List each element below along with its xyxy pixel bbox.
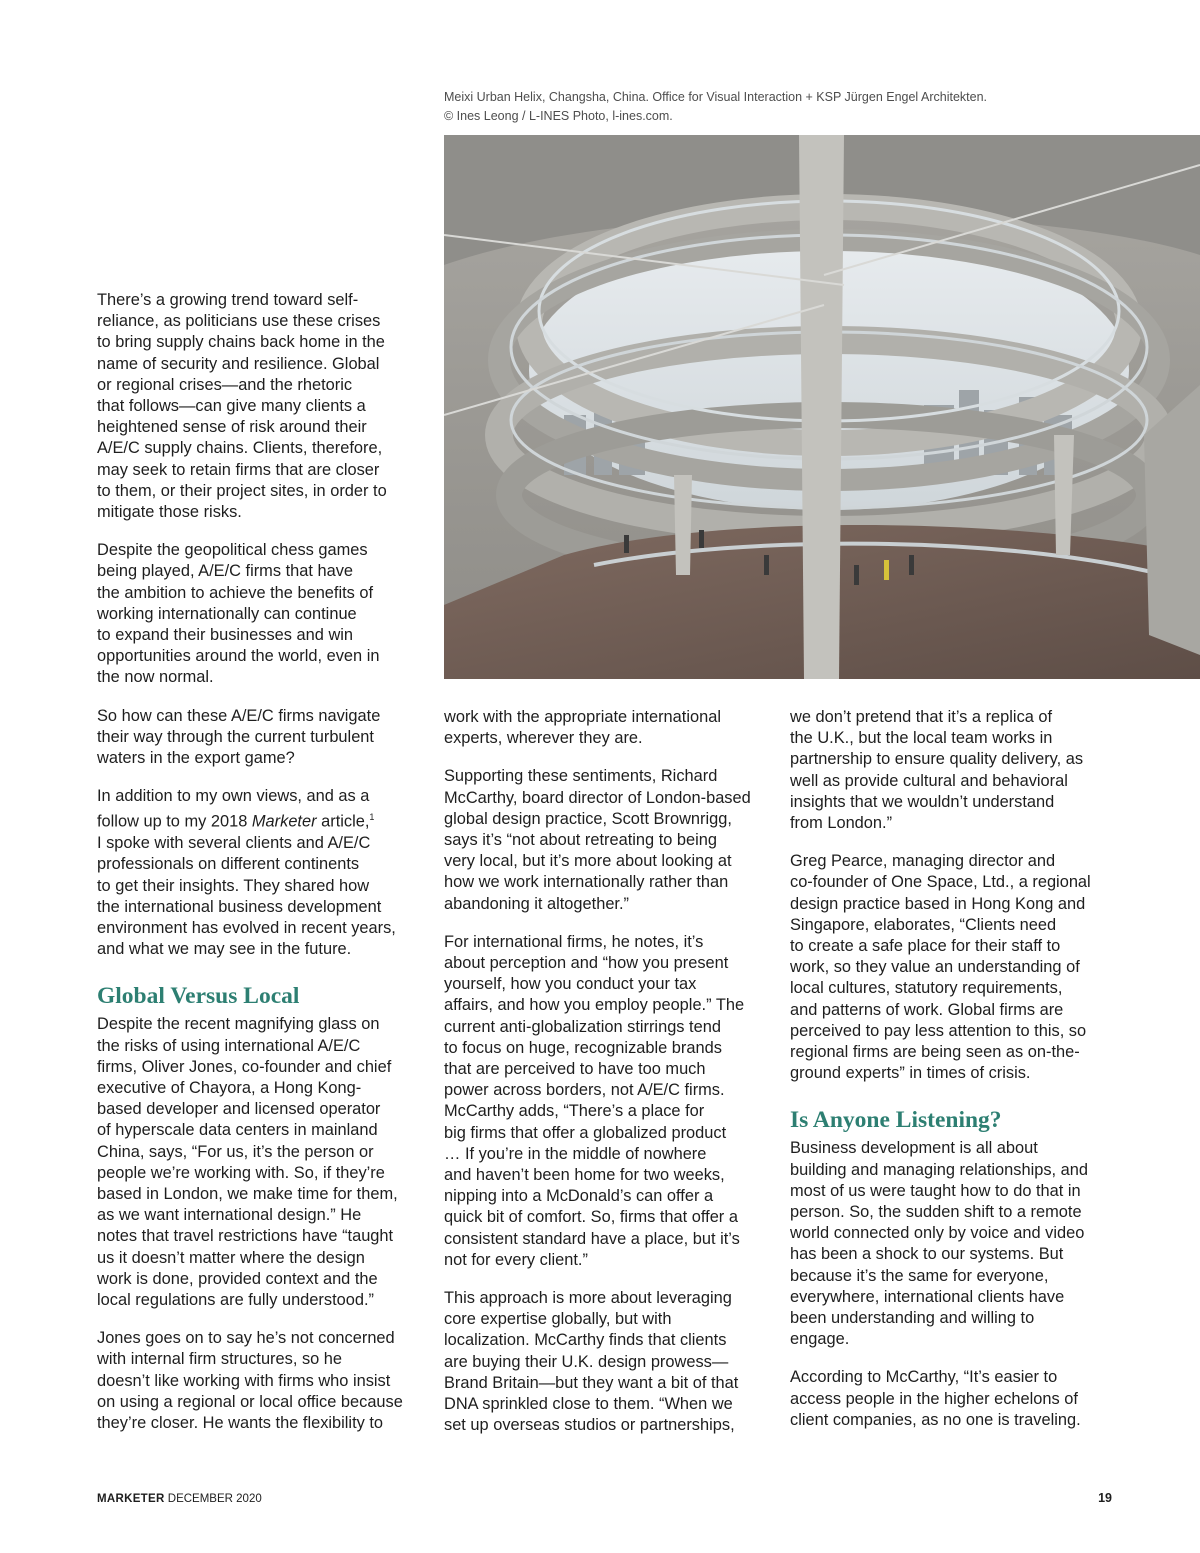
- caption-line-2: © Ines Leong / L-INES Photo, l-ines.com.: [444, 109, 673, 123]
- col3-paragraph-1: we don’t pretend that it’s a replica of the U.K., but the local team works in partnership to ensure quality delivery, as well as provide cultural and behavioral insights that we wouldn’t understand from London.”: [790, 708, 1084, 833]
- col3-paragraph-2: Greg Pearce, managing director and co-founder of One Space, Ltd., a regional design practice based in Hong Kong and Singapore, elaborates, “Clients need to create a safe place for their staff to work, so they value an understanding of local cultures, statutory requirements, and patterns of work. Global firms are perceived to pay less attention to this, so regional firms are being seen as on-the- ground experts” in times of crisis.: [790, 852, 1091, 1083]
- footnote-ref: 1: [369, 812, 375, 823]
- col2-paragraph-4: This approach is more about leveraging core expertise globally, but with localization. McCarthy finds that clients are buying their U.K. design prowess— Brand Britain—but they want a bit of that DNA sprinkled close to them. “When we set up overseas studios or partnerships,: [444, 1289, 739, 1435]
- col2-paragraph-1: work with the appropriate international experts, wherever they are.: [444, 708, 721, 748]
- column-3: [790, 707, 1120, 1448]
- footer-publication-name: MARKETER: [97, 1493, 165, 1505]
- col1-paragraph-5: Despite the recent magnifying glass on the risks of using international A/E/C firms, Oliver Jones, co-founder and chief executive of Chayora, a Hong Kong- based developer and licensed operator of hyperscale data centers in mainland China, says, “For us, it’s the person or people we’re working with. So, if they’re based in London, we make time for them, as we want international design.” He notes that travel restrictions have “taught us it doesn’t matter where the design work is done, provided context and the local regulations are fully understood.”: [97, 1015, 398, 1309]
- caption-line-1: Meixi Urban Helix, Changsha, China. Office for Visual Interaction + KSP Jürgen Engel Architekten.: [444, 90, 987, 104]
- photo-urban-helix: [444, 135, 1200, 679]
- photo-icon: [444, 135, 1200, 679]
- footer-issue: DECEMBER 2020: [167, 1493, 262, 1505]
- col1-paragraph-6: Jones goes on to say he’s not concerned with internal firm structures, so he doesn’t like working with firms who insist on using a regional or local office because they’re closer. He wants the flexibility to: [97, 1329, 403, 1433]
- page-number: 19: [1098, 1491, 1112, 1505]
- col2-paragraph-3: For international firms, he notes, it’s about perception and “how you present yourself, how you conduct your tax affairs, and how you employ people.” The current anti-globalization stirrings tend to focus on huge, recognizable brands that are perceived to have too much power across borders, not A/E/C firms. McCarthy adds, “There’s a place for big firms that offer a globalized product … If you’re in the middle of nowhere and haven’t been home for two weeks, nipping into a McDonald’s can offer a quick bit of comfort. So, firms that offer a consistent standard have a place, but it’s not for every client.”: [444, 932, 745, 1269]
- column-1: [97, 290, 417, 1451]
- col1-paragraph-1: There’s a growing trend toward self- reliance, as politicians use these crises to bring supply chains back home in the name of security and resilience. Global or regional crises—and the rhetoric that follows—can give many clients a heightened sense of risk around their A/E/C supply chains. Clients, therefore, may seek to retain firms that are closer to them, or their project sites, in order to mitigate those risks.: [97, 291, 387, 522]
- col3-paragraph-3: Business development is all about building and managing relationships, and most of us were taught how to do that in person. So, the sudden shift to a remote world connected only by voice and video has been a shock to our systems. But because it’s the same for everyone, everywhere, international clients have been understanding and willing to engage.: [790, 1139, 1088, 1349]
- photo-caption: [444, 88, 1144, 126]
- col1-paragraph-2: Despite the geopolitical chess games being played, A/E/C firms that have the ambition to achieve the benefits of working internationally can continue to expand their businesses and win opportunities around the world, even in the now normal.: [97, 541, 380, 687]
- col2-paragraph-2: Supporting these sentiments, Richard McCarthy, board director of London-based global design practice, Scott Brownrigg, says it’s “not about retreating to being very local, but it’s more about looking at how we work internationally rather than abandoning it altogether.”: [444, 767, 751, 913]
- footer-publication: [97, 1493, 262, 1505]
- col3-paragraph-4: According to McCarthy, “It’s easier to access people in the higher echelons of client companies, as no one is traveling.: [790, 1368, 1081, 1429]
- heading-is-anyone-listening: Is Anyone Listening?: [790, 1107, 1002, 1134]
- col1-paragraph-4: In addition to my own views, and as a follow up to my 2018 Marketer article,$^1$ I spoke with several clients and A/E/C professionals on different continents to get their insights. They shared how the international business development environment has evolved in recent years, and what we may see in the future.: [97, 787, 396, 959]
- publication-name: Marketer: [251, 812, 317, 831]
- heading-global-versus-local: Global Versus Local: [97, 983, 300, 1010]
- col1-paragraph-3: So how can these A/E/C firms navigate their way through the current turbulent waters in the export game?: [97, 706, 381, 768]
- column-2: [444, 707, 774, 1454]
